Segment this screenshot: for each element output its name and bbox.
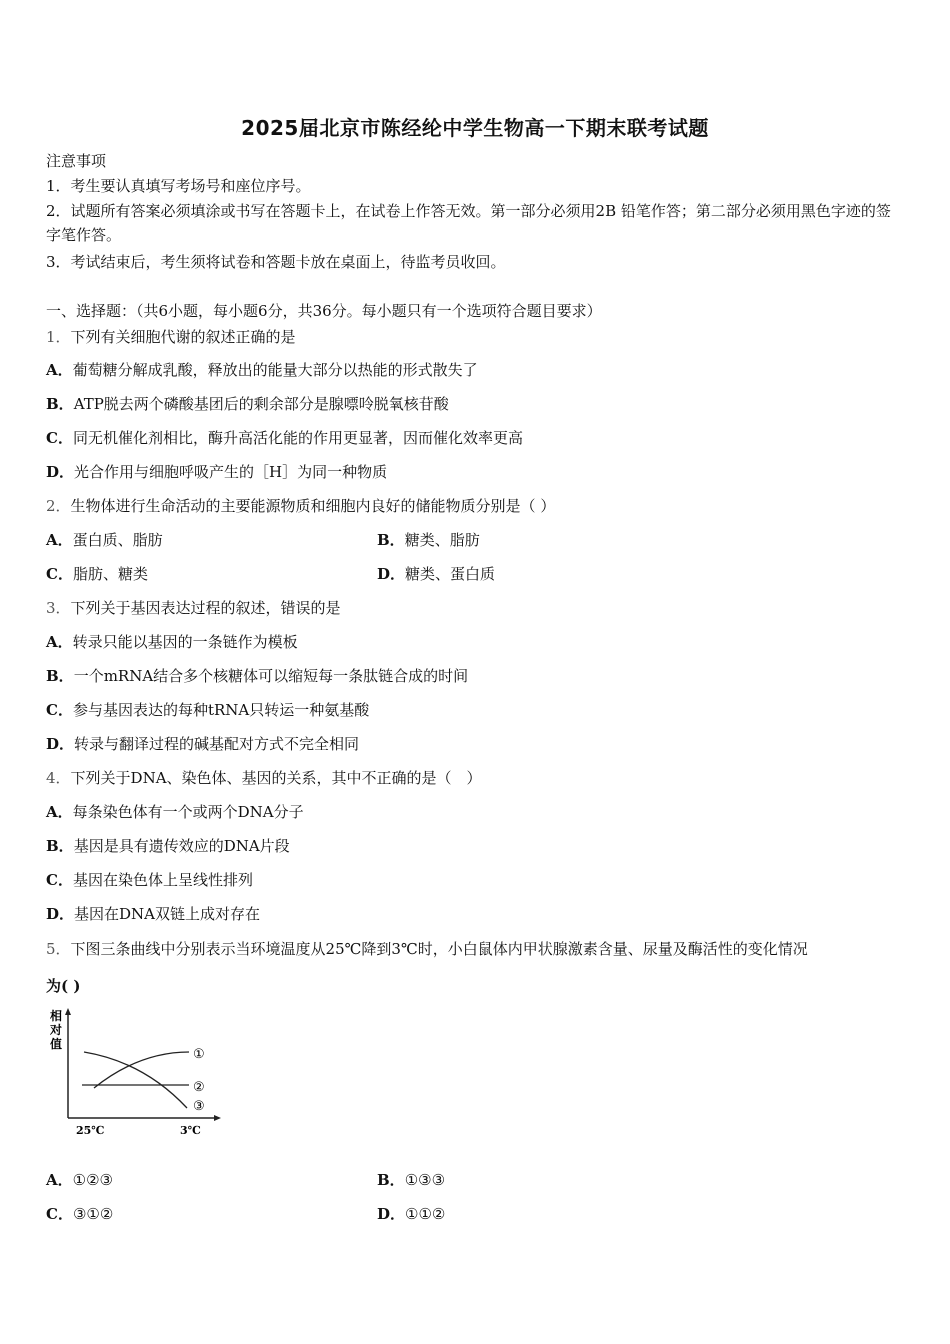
- question-text: 下列关于基因表达过程的叙述，错误的是: [70, 599, 341, 617]
- question-2-option-a[interactable]: [46, 531, 163, 549]
- notice-item-1: 1．考生要认真填写考场号和座位序号。: [46, 177, 311, 195]
- question-5-stem: [46, 940, 808, 958]
- curve-3: [84, 1052, 187, 1108]
- question-5-option-c[interactable]: [46, 1205, 113, 1223]
- question-4-option-a[interactable]: [46, 803, 304, 821]
- y-axis-label-char: 对: [50, 1023, 63, 1037]
- option-text: 糖类、蛋白质: [405, 565, 496, 583]
- option-text: 糖类、脂肪: [404, 531, 480, 549]
- temperature-curve-figure: [44, 1006, 234, 1138]
- option-letter: C．: [46, 1205, 73, 1223]
- option-letter: B．: [46, 667, 74, 685]
- question-text: 下列有关细胞代谢的叙述正确的是: [70, 328, 296, 346]
- option-text: 基因在染色体上呈线性排列: [72, 871, 253, 889]
- question-1-option-c[interactable]: [46, 429, 523, 447]
- option-text: 葡萄糖分解成乳酸，释放出的能量大部分以热能的形式散失了: [72, 361, 478, 379]
- option-letter: B．: [46, 395, 74, 413]
- option-text: 参与基因表达的每种tRNA只转运一种氨基酸: [72, 701, 370, 719]
- option-letter: A．: [46, 633, 73, 651]
- question-number: 4．: [46, 769, 71, 787]
- question-1-option-a[interactable]: [46, 361, 478, 379]
- question-4-stem: [46, 769, 482, 787]
- option-text: 基因是具有遗传效应的DNA片段: [73, 837, 290, 855]
- option-letter: C．: [46, 871, 73, 889]
- option-letter: A．: [46, 803, 73, 821]
- option-letter: A．: [46, 531, 73, 549]
- option-text: 基因在DNA双链上成对存在: [74, 905, 261, 923]
- question-text: 下图三条曲线中分别表示当环境温度从25℃降到3℃时，小白鼠体内甲状腺激素含量、尿量及酶活性的变化情况: [70, 940, 808, 958]
- option-letter: B．: [377, 531, 405, 549]
- question-number: 2．: [46, 497, 71, 515]
- option-text: ①②③: [72, 1171, 113, 1189]
- option-text: ATP脱去两个磷酸基团后的剩余部分是腺嘌呤脱氧核苷酸: [73, 395, 449, 413]
- x-axis-start-label: 25℃: [76, 1124, 105, 1137]
- option-letter: D．: [46, 905, 75, 923]
- question-4-option-c[interactable]: [46, 871, 253, 889]
- option-text: 脂肪、糖类: [72, 565, 148, 583]
- question-3-option-d[interactable]: [46, 735, 359, 753]
- option-text: 一个mRNA结合多个核糖体可以缩短每一条肽链合成的时间: [73, 667, 469, 685]
- option-letter: C．: [46, 565, 73, 583]
- question-4-option-d[interactable]: [46, 905, 260, 923]
- question-number: 1．: [46, 328, 71, 346]
- curve-label-3: ③: [193, 1099, 205, 1114]
- question-2-option-c[interactable]: [46, 565, 148, 583]
- curve-label-1: ①: [193, 1047, 205, 1062]
- y-axis-label-char: 值: [50, 1037, 63, 1051]
- question-number: 5．: [46, 940, 71, 958]
- option-letter: D．: [377, 565, 406, 583]
- question-5-stem-continued: 为( ): [46, 977, 81, 995]
- option-text: ①③③: [404, 1171, 446, 1189]
- question-number: 3．: [46, 599, 71, 617]
- option-text: ①①②: [405, 1205, 446, 1223]
- notice-heading: 注意事项: [46, 152, 107, 170]
- curve-label-2: ②: [193, 1080, 205, 1095]
- option-text: 每条染色体有一个或两个DNA分子: [72, 803, 304, 821]
- question-4-option-b[interactable]: [46, 837, 290, 855]
- page-title: 2025届北京市陈经纶中学生物高一下期末联考试题: [241, 116, 709, 140]
- option-text: 蛋白质、脂肪: [72, 531, 163, 549]
- question-5-option-b[interactable]: [377, 1171, 445, 1189]
- question-3-option-b[interactable]: [46, 667, 468, 685]
- notice-item-2: 2．试题所有答案必须填涂或书写在答题卡上，在试卷上作答无效。第一部分必须用2B 铅笔作答；第二部分必须用黑色字迹的签字笔作答。: [46, 202, 891, 244]
- option-text: 光合作用与细胞呼吸产生的［H］为同一种物质: [74, 463, 388, 481]
- option-letter: B．: [377, 1171, 405, 1189]
- option-letter: B．: [46, 837, 74, 855]
- option-letter: C．: [46, 701, 73, 719]
- option-letter: C．: [46, 429, 73, 447]
- y-axis-arrow: [65, 1008, 71, 1015]
- question-2-option-b[interactable]: [377, 531, 480, 549]
- question-5-option-d[interactable]: [377, 1205, 445, 1223]
- x-axis-arrow: [214, 1115, 221, 1121]
- question-text: 生物体进行生命活动的主要能源物质和细胞内良好的储能物质分别是（ ）: [70, 497, 556, 515]
- question-1-stem: [46, 328, 296, 346]
- option-text: ③①②: [72, 1205, 114, 1223]
- option-letter: D．: [377, 1205, 406, 1223]
- option-letter: D．: [46, 735, 75, 753]
- question-1-option-b[interactable]: [46, 395, 449, 413]
- question-1-option-d[interactable]: [46, 463, 387, 481]
- question-2-option-d[interactable]: [377, 565, 495, 583]
- question-text: 下列关于DNA、染色体、基因的关系，其中不正确的是（ ）: [70, 769, 482, 787]
- option-letter: D．: [46, 463, 75, 481]
- section-heading: 一、选择题：（共6小题，每小题6分，共36分。每小题只有一个选项符合题目要求）: [46, 302, 602, 320]
- option-text: 同无机催化剂相比，酶升高活化能的作用更显著，因而催化效率更高: [72, 429, 523, 447]
- option-text: 转录与翻译过程的碱基配对方式不完全相同: [74, 735, 360, 753]
- option-letter: A．: [46, 361, 73, 379]
- x-axis-end-label: 3℃: [180, 1124, 201, 1137]
- option-letter: A．: [46, 1171, 73, 1189]
- question-3-option-c[interactable]: [46, 701, 369, 719]
- question-3-option-a[interactable]: [46, 633, 298, 651]
- question-5-option-a[interactable]: [46, 1171, 113, 1189]
- notice-item-3: 3．考试结束后，考生须将试卷和答题卡放在桌面上，待监考员收回。: [46, 253, 506, 271]
- question-2-stem: [46, 497, 555, 515]
- option-text: 转录只能以基因的一条链作为模板: [72, 633, 298, 651]
- y-axis-label-char: 相: [50, 1009, 63, 1023]
- question-3-stem: [46, 599, 341, 617]
